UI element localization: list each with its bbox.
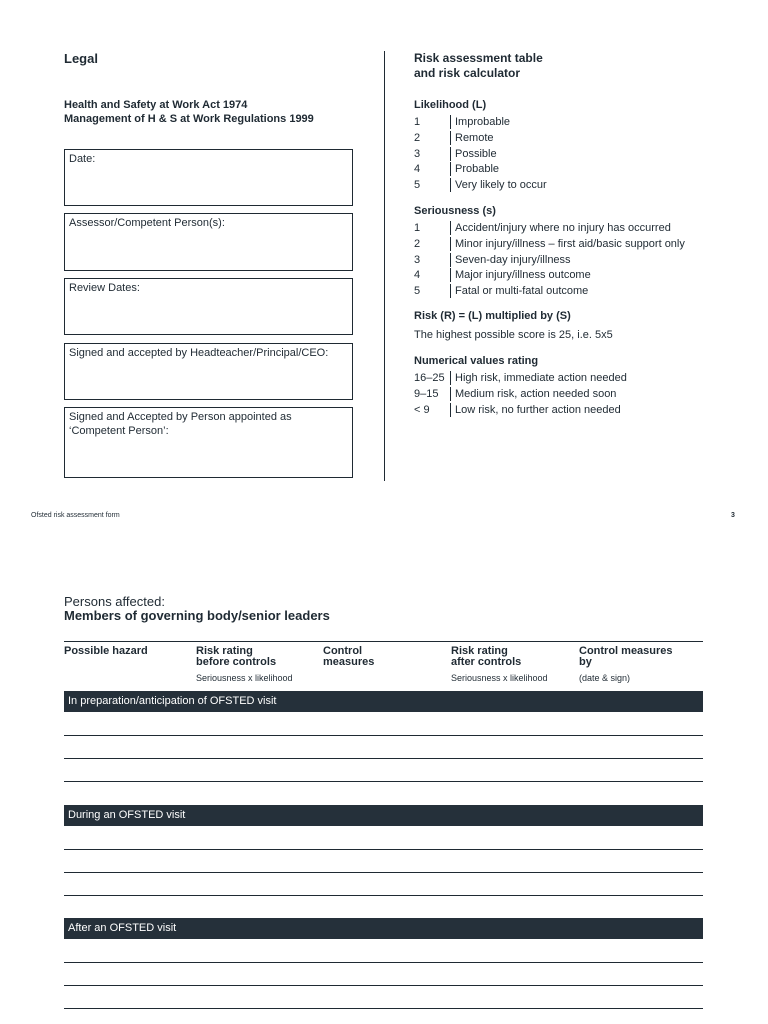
section-band-after: After an OFSTED visit [64,918,703,939]
legal-heading: Legal [64,51,98,66]
column-header-control-by: Control measures by [579,645,673,668]
competent-person-signature-field[interactable] [64,407,353,478]
assessor-field[interactable] [64,213,353,271]
seriousness-row: 3 Seven-day injury/illness [414,254,571,266]
legislation-item: Management of H & S at Work Regulations 1999 [64,113,314,125]
column-header-control-measures: Control measures [323,645,375,668]
seriousness-row: 1 Accident/injury where no injury has occurred [414,222,671,234]
risk-formula-heading: Risk (R) = (L) multiplied by (S) [414,310,571,322]
likelihood-row: 1 Improbable [414,116,511,128]
likelihood-heading: Likelihood (L) [414,99,487,111]
date-field[interactable] [64,149,353,206]
column-subheader: Seriousness x likelihood [451,673,548,683]
likelihood-row: 3 Possible [414,148,497,160]
table-row-line[interactable] [64,735,703,736]
page-number: 3 [731,512,735,519]
numerical-values-heading: Numerical values rating [414,355,539,367]
table-row-line[interactable] [64,872,703,873]
numerical-row: < 9 Low risk, no further action needed [414,404,621,416]
table-row-line[interactable] [64,962,703,963]
table-top-rule [64,641,703,642]
column-subheader: Seriousness x likelihood [196,673,293,683]
table-row-line[interactable] [64,849,703,850]
headteacher-signature-label: Signed and accepted by Headteacher/Principal/CEO: [69,347,329,359]
legislation-list [64,98,314,126]
risk-calculator-title [414,51,543,81]
date-field-label: Date: [69,153,96,165]
section-band-preparation: In preparation/anticipation of OFSTED visit [64,691,703,712]
table-row-line[interactable] [64,1008,703,1009]
risk-calculator-title-line: Risk assessment table [414,51,543,65]
footer-document-title: Ofsted risk assessment form [31,512,120,519]
likelihood-row: 4 Probable [414,163,500,175]
column-subheader: (date & sign) [579,673,631,683]
section-band-during: During an OFSTED visit [64,805,703,826]
headteacher-signature-field[interactable] [64,343,353,400]
review-dates-field[interactable] [64,278,353,335]
review-dates-field-label: Review Dates: [69,282,140,294]
legislation-item: Health and Safety at Work Act 1974 [64,99,248,111]
assessor-field-label: Assessor/Competent Person(s): [69,217,225,229]
seriousness-heading: Seriousness (s) [414,205,496,217]
column-header-risk-before: Risk rating before controls [196,645,277,668]
seriousness-row: 5 Fatal or multi-fatal outcome [414,285,589,297]
numerical-row: 16–25 High risk, immediate action needed [414,372,627,384]
numerical-row: 9–15 Medium risk, action needed soon [414,388,617,400]
table-row-line[interactable] [64,985,703,986]
likelihood-row: 5 Very likely to occur [414,179,547,191]
competent-person-signature-label: Signed and Accepted by Person appointed as ‘Competent Person’: [69,411,292,437]
column-divider [384,51,385,481]
persons-affected-label: Persons affected: [64,594,165,609]
table-row-line[interactable] [64,895,703,896]
column-header-risk-after: Risk rating after controls [451,645,522,668]
persons-affected-title: Members of governing body/senior leaders [64,608,330,623]
table-row-line[interactable] [64,758,703,759]
table-row-line[interactable] [64,781,703,782]
risk-formula-note: The highest possible score is 25, i.e. 5x5 [414,329,613,341]
seriousness-row: 4 Major injury/illness outcome [414,269,591,281]
seriousness-row: 2 Minor injury/illness – first aid/basic support only [414,238,685,250]
column-header-hazard: Possible hazard [64,645,148,657]
likelihood-row: 2 Remote [414,132,494,144]
risk-calculator-title-line: and risk calculator [414,66,521,80]
